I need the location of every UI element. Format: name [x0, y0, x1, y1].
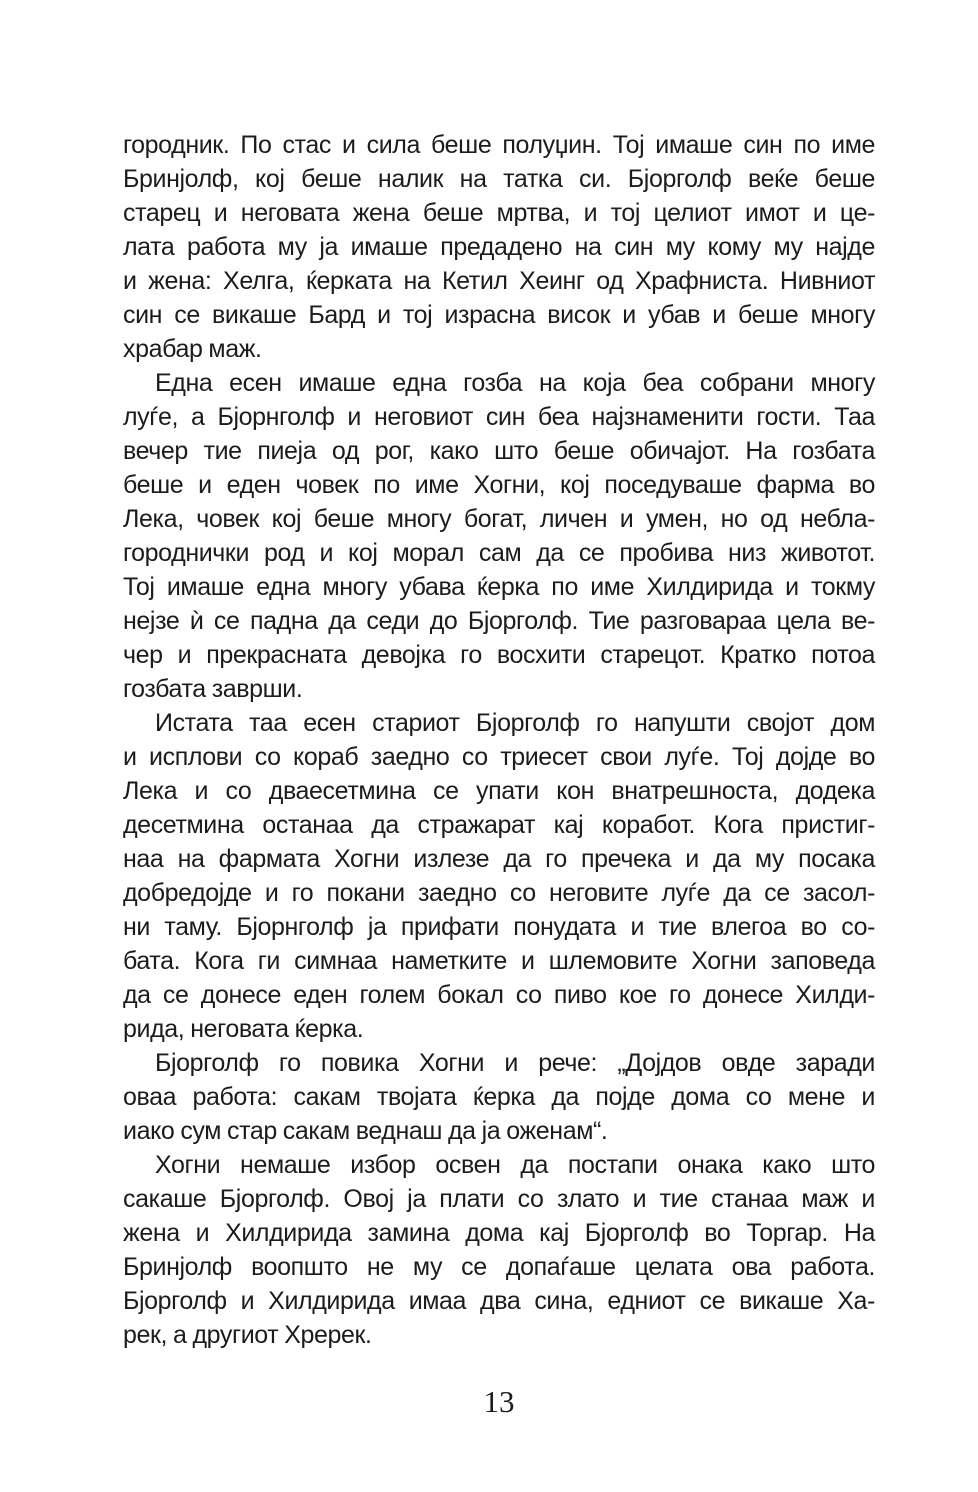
text-line: лата работа му ја имаше предадено на син му кому му најде — [123, 233, 875, 261]
text-line: гозбата заврши. — [123, 675, 303, 703]
text-line: нејзе ѝ се падна да седи до Бјорголф. Тие разговараа цела ве- — [123, 607, 875, 635]
text-line: и жена: Хелга, ќерката на Кетил Хеинг од Храфниста. Нивниот — [123, 267, 875, 295]
paragraph — [123, 366, 875, 706]
text-line: ни таму. Бјорнголф ја прифати понудата и тие влегоа во со- — [123, 913, 875, 941]
text-line: Една есен имаше една гозба на која беа собрани многу — [155, 369, 875, 397]
page-number: 13 — [483, 1384, 515, 1419]
text-line: да се донесе еден голем бокал со пиво кое го донесе Хилди- — [123, 981, 875, 1009]
text-line: Истата таа есен стариот Бјорголф го напушти својот дом — [155, 709, 875, 737]
paragraph — [123, 1046, 875, 1148]
text-line: Лека, човек кој беше многу богат, личен и умен, но од небла- — [123, 505, 875, 533]
text-line: городник. По стас и сила беше полуџин. Тој имаше син по име — [123, 131, 875, 159]
text-line: Тој имаше една многу убава ќерка по име Хилдирида и токму — [123, 573, 875, 601]
text-line: храбар маж. — [123, 335, 262, 363]
text-line: и исплови со кораб заедно со триесет свои луѓе. Тој дојде во — [123, 743, 875, 771]
text-line: сакаше Бјорголф. Овој ја плати со злато и тие станаа маж и — [123, 1185, 875, 1213]
text-line: син се викаше Бард и тој израсна висок и убав и беше многу — [123, 301, 875, 329]
text-line: иако сум стар сакам веднаш да ја оженам“. — [123, 1117, 608, 1145]
paragraph — [123, 128, 875, 366]
page-text — [123, 128, 875, 1352]
text-line: вечер тие пиеја од рог, како што беше обичајот. На гозбата — [123, 437, 875, 465]
text-line: луѓе, а Бјорнголф и неговиот син беа најзнаменити гости. Таа — [123, 403, 875, 431]
text-line: Бјорголф и Хилдирида имаа два сина, едниот се викаше Ха- — [123, 1287, 875, 1315]
text-line: беше и еден човек по име Хогни, кој поседуваше фарма во — [123, 471, 875, 499]
text-line: городнички род и кој морал сам да се пробива низ животот. — [123, 539, 875, 567]
paragraph — [123, 1148, 875, 1352]
text-line: десетмина останаа да стражарат кај коработ. Кога пристиг- — [123, 811, 875, 839]
text-line: бата. Кога ги симнаа наметките и шлемовите Хогни заповеда — [123, 947, 875, 975]
text-line: оваа работа: сакам твојата ќерка да појде дома со мене и — [123, 1083, 875, 1111]
text-line: рек, а другиот Хререк. — [123, 1321, 372, 1349]
text-line: Лека и со дваесетмина се упати кон внатрешноста, додека — [123, 777, 875, 805]
text-line: чер и прекрасната девојка го восхити старецот. Кратко потоа — [123, 641, 875, 669]
paragraph — [123, 706, 875, 1046]
text-line: Бринјолф воопшто не му се допаѓаше целата ова работа. — [123, 1253, 875, 1281]
text-line: Бјорголф го повика Хогни и рече: „Дојдов овде заради — [155, 1049, 875, 1077]
text-line: добредојде и го покани заедно со неговите луѓе да се засол- — [123, 879, 875, 907]
text-line: рида, неговата ќерка. — [123, 1015, 364, 1043]
text-line: старец и неговата жена беше мртва, и тој целиот имот и це- — [123, 199, 875, 227]
text-line: Хогни немаше избор освен да постапи онака како што — [155, 1151, 875, 1179]
text-line: Бринјолф, кој беше налик на татка си. Бјорголф веќе беше — [123, 165, 875, 193]
text-line: наа на фармата Хогни излезе да го пречека и да му посака — [123, 845, 875, 873]
text-line: жена и Хилдирида замина дома кај Бјорголф во Торгар. На — [123, 1219, 875, 1247]
